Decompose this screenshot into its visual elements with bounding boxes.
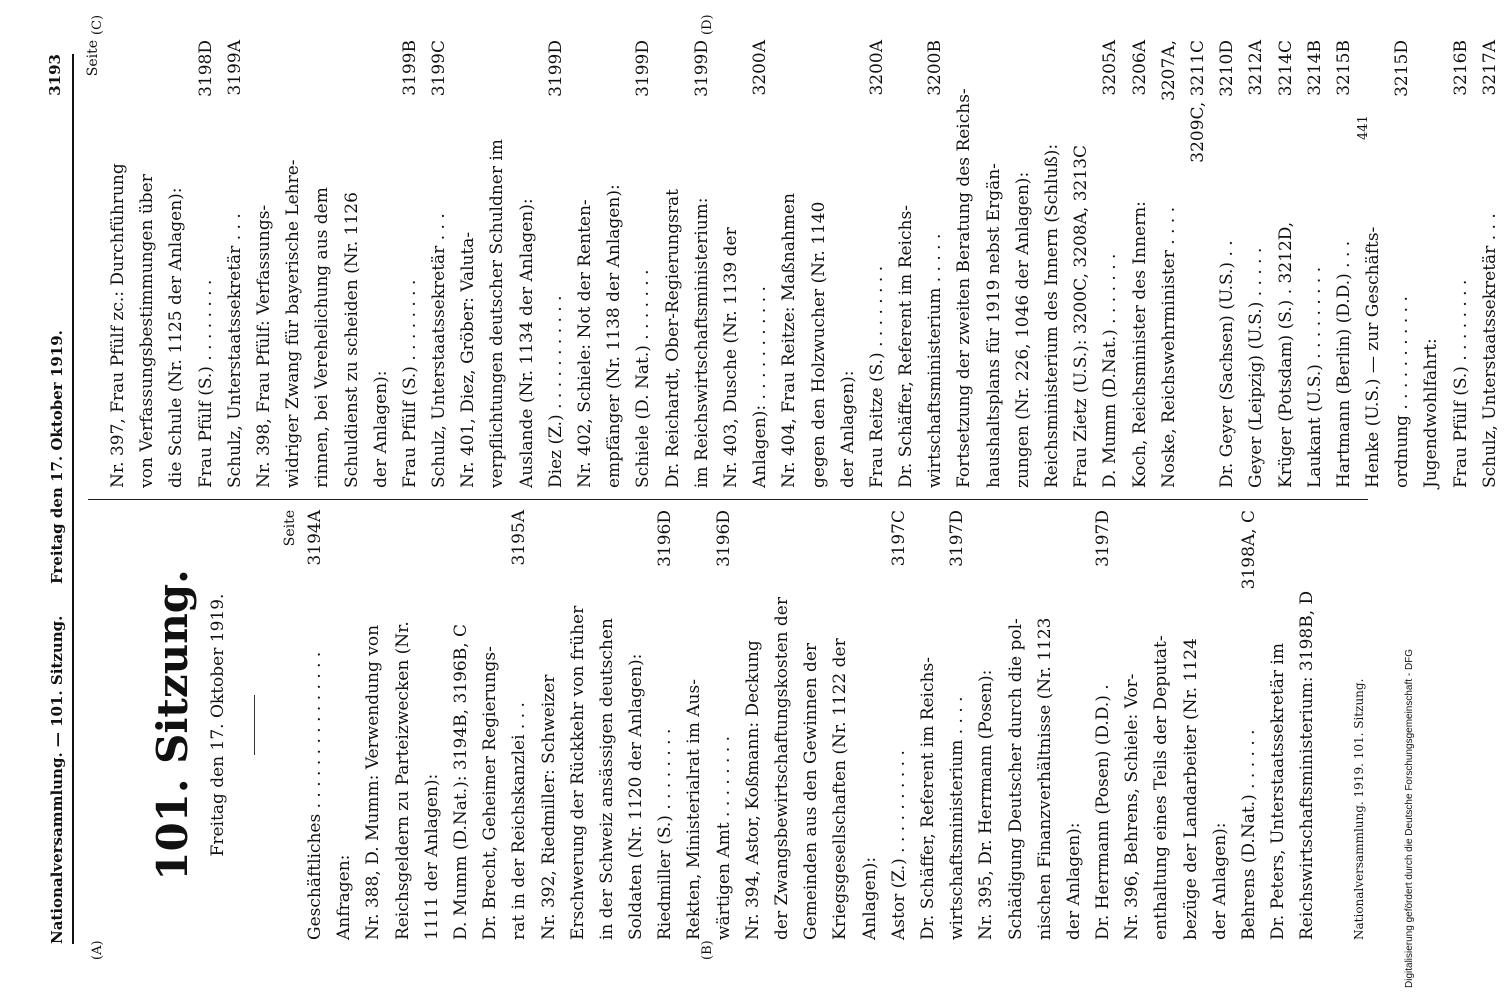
toc-entry-text: rinnen, bei Verehelichung aus dem	[312, 187, 333, 488]
toc-entry	[571, 40, 600, 488]
toc-entry	[389, 510, 418, 940]
toc-entry-text: Krüger (Potsdam) (S.) . 3212D,	[1275, 221, 1296, 488]
toc-entry-page: 3200A	[866, 40, 887, 96]
toc-entry-text: Anfragen:	[334, 854, 355, 940]
toc-entry	[1009, 40, 1038, 488]
toc-entry	[104, 40, 133, 488]
toc-entry-page: 3216B	[1450, 40, 1471, 96]
toc-entry	[1359, 40, 1388, 488]
toc-entry	[914, 510, 943, 940]
toc-entry-text: 1111 der Anlagen):	[421, 773, 442, 940]
toc-entry-text: Nr. 397, Frau Pfülf zc.: Durchführung	[108, 163, 128, 488]
toc-entry	[564, 510, 593, 940]
page-number: 441	[1356, 115, 1371, 140]
toc-entry	[651, 510, 680, 940]
session-date: Freitag den 17. Oktober 1919.	[208, 593, 228, 857]
toc-entry	[542, 40, 571, 488]
toc-entry	[834, 40, 863, 488]
toc-entry-text: Schulz, Unterstaatssekretär . . .	[1479, 213, 1500, 488]
toc-entry-text: Fortsetzung der zweiten Beratung des Reichs-	[954, 88, 975, 488]
toc-entry	[1242, 40, 1271, 488]
toc-entry-text: Erschwerung der Rückkehr von früher	[567, 605, 588, 940]
toc-entry	[659, 40, 688, 488]
toc-entry-text: Dr. Schäffer, Referent im Reichs-	[917, 657, 938, 940]
toc-entry-page: 3196D	[655, 510, 676, 567]
toc-entry	[1301, 40, 1330, 488]
toc-entry-text: Hartmann (Berlin) (D.D.) . . .	[1333, 240, 1354, 488]
toc-entry-text: Henke (U.S.) — zur Geschäfts-	[1363, 226, 1384, 488]
toc-entry-text: bezüge der Landarbeiter (Nr. 1124	[1180, 638, 1201, 940]
toc-entry-text: Nr. 398, Frau Pfülf: Verfassungs-	[253, 204, 274, 488]
toc-entry-text: Dr. Herrmann (Posen) (D.D.) .	[1093, 684, 1114, 940]
toc-entry-text: der Zwangsbewirtschaftungskosten der	[772, 597, 792, 940]
toc-entry-text: der Anlagen):	[1209, 822, 1230, 940]
toc-entry	[746, 40, 775, 488]
marker-d: (D)	[700, 14, 715, 35]
toc-entry-text: Dr. Geyer (Sachsen) (U.S.) . .	[1217, 240, 1238, 488]
toc-entry-text: Frau Reitze (S.) . . . . . . . .	[866, 265, 887, 488]
toc-entry-text: Astor (Z.) . . . . . . . . . .	[888, 750, 909, 940]
toc-entry	[856, 510, 885, 940]
toc-entry-text: rat in der Reichskanzlei . . .	[509, 702, 530, 940]
toc-entry-text: Behrens (D.Nat.) . . . . . .	[1239, 729, 1259, 940]
toc-entry-text: ordnung . . . . . . . . . . .	[1392, 296, 1413, 488]
toc-entry-text: Anlagen):	[859, 856, 880, 940]
toc-entry-text: Schulz, Unterstaatssekretär . . .	[429, 213, 450, 488]
toc-entry	[1447, 40, 1476, 488]
toc-entry-text: Auslande (Nr. 1134 der Anlagen):	[516, 198, 537, 488]
toc-entry-text: Diez (Z.) . . . . . . . . . . .	[545, 295, 566, 488]
toc-entry	[972, 510, 1001, 940]
toc-entry	[826, 510, 855, 940]
toc-entry-text: Schädigung Deutscher durch die pol-	[1005, 618, 1026, 940]
digitization-note-text: Digitalisierung gefördert durch die Deutsche Forschungsgemeinschaft - DFG	[1404, 648, 1415, 988]
toc-entry	[301, 510, 330, 940]
toc-entry	[680, 510, 709, 940]
toc-entry	[710, 510, 739, 940]
toc-entry	[1089, 510, 1118, 940]
toc-entry-text: Dr. Schäffer, Referent im Reichs-	[896, 205, 917, 488]
toc-entry	[1038, 40, 1067, 488]
toc-entry	[192, 40, 221, 488]
toc-entry	[1330, 40, 1359, 488]
toc-entry	[425, 40, 454, 488]
toc-entry-text: Gemeinden aus den Gewinnen der	[801, 642, 822, 940]
toc-entry	[476, 510, 505, 940]
toc-entry-page: 3199D	[691, 40, 712, 97]
toc-entry	[308, 40, 337, 488]
toc-entry	[805, 40, 834, 488]
toc-entry-text: Dr. Peters, Unterstaatssekretär im	[1268, 643, 1289, 940]
toc-entry-text: Nr. 388, D. Mumm: Verwendung von	[363, 624, 384, 940]
toc-entry-page: 3194A	[305, 510, 325, 566]
toc-entry-text: gegen den Holzwucher (Nr. 1140	[808, 201, 829, 488]
toc-entry-page: 3215B	[1333, 40, 1354, 96]
toc-entry-text: im Reichswirtschaftsministerium:	[691, 197, 712, 488]
toc-entry	[279, 40, 308, 488]
toc-entry-text: der Anlagen):	[1063, 822, 1084, 940]
toc-entry-page: 3214B	[1304, 40, 1325, 96]
digitization-note	[1404, 12, 1430, 988]
toc-entry	[1155, 40, 1184, 488]
toc-entry-page: 3195A	[509, 510, 530, 566]
toc-entry-page: 3210D	[1217, 40, 1238, 97]
toc-entry-page: 3217A	[1479, 40, 1500, 96]
toc-entry-text: in der Schweiz ansässigen deutschen	[596, 618, 617, 940]
toc-entry-text: D. Mumm (D.Nat.) . . . . . . .	[1100, 253, 1121, 488]
toc-entry	[513, 40, 542, 488]
toc-entry-page: 3197D	[1093, 510, 1114, 567]
toc-entry-text: Riedmiller (S.) . . . . . . . .	[655, 728, 676, 940]
toc-entry-page: 3199A	[224, 40, 245, 96]
toc-entry	[1476, 40, 1505, 488]
toc-entry	[717, 40, 746, 488]
toc-entry-text: Koch, Reichsminister des Innern:	[1129, 201, 1150, 488]
toc-entry	[1096, 40, 1125, 488]
toc-entry	[629, 40, 658, 488]
toc-entry	[1031, 510, 1060, 940]
toc-entry-page: 3198A, C	[1239, 510, 1259, 590]
right-column	[82, 40, 1505, 488]
left-toc-list	[301, 510, 1323, 940]
toc-entry	[330, 510, 359, 940]
toc-entry	[1184, 40, 1213, 488]
header-left: Nationalversammlung. — 101. Sitzung.	[48, 615, 66, 944]
toc-entry-text: Nr. 395, Dr. Herrmann (Posen):	[976, 669, 997, 940]
toc-entry	[600, 40, 629, 488]
toc-entry-text: verpflichtungen deutscher Schuldner im	[487, 139, 508, 488]
toc-entry-text: Noske, Reichswehrminister . . . .	[1158, 206, 1179, 488]
toc-entry-page: 3198D	[195, 40, 216, 97]
toc-entry	[338, 40, 367, 488]
toc-entry-page: 3200B	[925, 40, 946, 96]
toc-entry	[133, 40, 162, 488]
toc-entry	[688, 40, 717, 488]
toc-entry-page: 3197D	[947, 510, 968, 567]
toc-entry	[454, 40, 483, 488]
toc-entry-page: 3199D	[633, 40, 654, 97]
toc-entry	[797, 510, 826, 940]
toc-entry-text: Nr. 404, Frau Reitze: Maßnahmen	[779, 193, 800, 488]
seite-label-right: Seite	[85, 40, 101, 77]
toc-entry-text: empfänger (Nr. 1138 der Anlagen):	[604, 184, 625, 488]
toc-entry-text: widriger Zwang für bayerische Lehre-	[283, 159, 304, 488]
toc-entry-page: 3206A	[1129, 40, 1150, 96]
toc-entry-text: D. Mumm (D.Nat.): 3194B, 3196B, C	[450, 623, 471, 940]
toc-entry-page: 3207A,	[1158, 40, 1179, 101]
marker-a: (A)	[90, 940, 105, 960]
toc-entry-text: Frau Pfülf (S.) . . . . . . . .	[195, 279, 216, 488]
toc-entry-text: Kriegsgesellschaften (Nr. 1122 der	[830, 638, 851, 940]
toc-entry-text: Laukant (U.S.) . . . . . . . . .	[1304, 266, 1325, 488]
toc-entry-text: Reichsgeldern zu Parteizwecken (Nr.	[392, 621, 413, 940]
toc-entry-page: 3212A	[1246, 40, 1267, 96]
toc-entry	[980, 40, 1009, 488]
toc-entry-page: 3199D	[545, 40, 566, 97]
toc-entry	[775, 40, 804, 488]
toc-entry	[418, 510, 447, 940]
toc-entry	[535, 510, 564, 940]
toc-entry-text: der Anlagen):	[837, 370, 858, 488]
toc-entry	[885, 510, 914, 940]
toc-entry-text: Frau Zietz (U.S.): 3200C, 3208A, 3213C	[1071, 144, 1092, 488]
toc-entry	[1293, 510, 1322, 940]
toc-entry	[622, 510, 651, 940]
toc-entry-text: wirtschaftsministerium . . . . .	[925, 233, 946, 488]
toc-entry	[1213, 40, 1242, 488]
toc-entry-page: 3205A	[1100, 40, 1121, 96]
toc-entry-text: von Verfassungsbestimmungen über	[137, 174, 158, 488]
toc-entry-text: Nr. 392, Riedmiller: Schweizer	[538, 674, 559, 940]
toc-entry	[505, 510, 534, 940]
toc-entry	[593, 510, 622, 940]
toc-entry	[1118, 510, 1147, 940]
toc-entry-text: Dr. Reichardt, Ober-Regierungsrat	[662, 189, 683, 488]
toc-entry-text: Nr. 401, Diez, Gröber: Valuta-	[458, 231, 479, 488]
toc-entry-text: Anlagen): . . . . . . . . . . .	[750, 286, 771, 488]
toc-entry	[739, 510, 768, 940]
toc-entry-text: Geyer (Leipzig) (U.S.) . . . . .	[1246, 247, 1267, 488]
toc-entry-text: Nr. 402, Schiele: Not der Renten-	[575, 199, 595, 488]
toc-entry	[1177, 510, 1206, 940]
toc-entry-text: Schulz, Unterstaatssekretär . . .	[224, 213, 245, 488]
toc-entry	[447, 510, 476, 940]
toc-entry-text: Soldaten (Nr. 1120 der Anlagen):	[626, 653, 647, 940]
toc-entry	[250, 40, 279, 488]
toc-entry-page: 3200A	[750, 40, 771, 96]
session-title: 101. Sitzung.	[148, 569, 197, 881]
toc-entry-page: 3215D	[1392, 40, 1413, 97]
footer-imprint: Nationalversammlung. 1919. 101. Sitzung.	[1352, 678, 1366, 940]
toc-entry-text: enthaltung eines Teils der Deputat-	[1151, 635, 1172, 940]
toc-entry-text: Jugendwohlfahrt:	[1421, 338, 1442, 488]
toc-entry	[1060, 510, 1089, 940]
toc-entry	[1126, 40, 1155, 488]
toc-entry	[162, 40, 191, 488]
toc-entry-text: Reichsministerium des Innern (Schluß):	[1042, 143, 1062, 488]
toc-entry	[1002, 510, 1031, 940]
toc-entry-text: wirtschaftsministerium . . . .	[947, 696, 968, 940]
left-column	[82, 510, 1323, 940]
toc-entry-text: Frau Pfülf (S.) . . . . . . . .	[1450, 279, 1471, 488]
toc-entry-text: der Anlagen):	[370, 370, 391, 488]
marker-c: (C)	[90, 14, 105, 35]
toc-entry-page: 3197C	[888, 510, 909, 567]
toc-entry	[483, 40, 512, 488]
toc-entry-page: 3199C	[429, 40, 450, 97]
toc-entry	[396, 40, 425, 488]
toc-entry	[1206, 510, 1235, 940]
toc-entry	[768, 510, 797, 940]
header-page: 3193	[46, 54, 64, 96]
running-header	[42, 54, 74, 944]
toc-entry	[359, 510, 388, 940]
toc-entry-page: 3199B	[399, 40, 420, 96]
toc-entry	[950, 40, 979, 488]
toc-entry-text: wärtigen Amt . . . . . . . .	[713, 735, 734, 940]
toc-entry-text: Frau Pfülf (S.) . . . . . . . .	[399, 279, 420, 488]
toc-entry-text: Rekten, Ministerialrat im Aus-	[684, 679, 705, 940]
toc-entry-text: Nr. 396, Behrens, Schiele: Vor-	[1122, 673, 1143, 940]
toc-entry-text: Dr. Brecht, Geheimer Regierungs-	[480, 646, 501, 940]
toc-entry	[367, 40, 396, 488]
toc-entry-text: nischen Finanzverhältnisse (Nr. 1123	[1034, 617, 1055, 940]
column-divider	[88, 499, 1368, 500]
toc-entry-text: haushaltsplans für 1919 nebst Ergän-	[983, 163, 1004, 488]
toc-entry-page: 3209C, 3211C	[1187, 40, 1208, 163]
toc-entry-text: zungen (Nr. 226, 1046 der Anlagen):	[1012, 171, 1033, 488]
toc-entry	[1264, 510, 1293, 940]
toc-entry-page: 3214C	[1275, 40, 1296, 97]
toc-entry	[1235, 510, 1264, 940]
toc-entry	[943, 510, 972, 940]
seite-label: Seite	[282, 510, 298, 547]
right-toc-list	[104, 40, 1505, 488]
toc-entry-text: Nr. 394, Astor, Koßmann: Deckung	[742, 640, 763, 940]
toc-entry	[863, 40, 892, 488]
toc-entry-page: 3196D	[713, 510, 734, 567]
header-center: Freitag den 17. Oktober 1919.	[48, 330, 66, 584]
toc-entry-text: Geschäftliches . . . . . . . . . . . . . . .	[305, 651, 325, 940]
toc-entry	[1147, 510, 1176, 940]
toc-entry-text: die Schule (Nr. 1125 der Anlagen):	[166, 187, 187, 488]
toc-entry	[921, 40, 950, 488]
toc-entry-text: Schiele (D. Nat.) . . . . . . .	[633, 269, 654, 488]
toc-entry-text: Schuldienst zu scheiden (Nr. 1126	[341, 192, 362, 488]
title-rule	[254, 695, 255, 755]
toc-entry	[1272, 40, 1301, 488]
toc-entry	[892, 40, 921, 488]
toc-entry	[1067, 40, 1096, 488]
toc-entry-text: Nr. 403, Dusche (Nr. 1139 der	[720, 227, 741, 488]
toc-entry	[221, 40, 250, 488]
toc-entry-text: Reichswirtschaftsministerium: 3198B, D	[1297, 590, 1318, 940]
marker-b: (B)	[700, 940, 715, 960]
